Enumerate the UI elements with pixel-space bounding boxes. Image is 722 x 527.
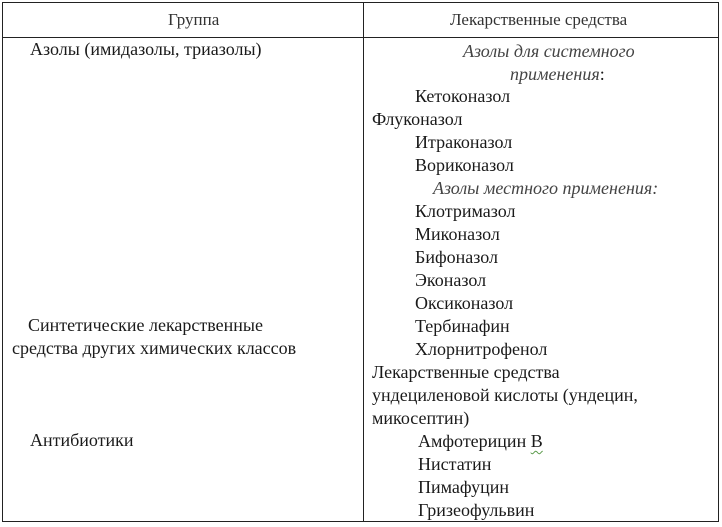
drug-fluconazole: Флуконазол (372, 109, 463, 129)
drug-terbinafine: Тербинафин (415, 316, 510, 336)
local-azoles-heading: Азолы местного применения: (433, 178, 659, 198)
group-antibiotics: Антибиотики (30, 430, 134, 450)
systemic-azoles-heading-line1: Азолы для системного (463, 41, 635, 61)
drug-bifonazole: Бифоназол (415, 247, 499, 267)
column-divider (363, 2, 364, 522)
header-group: Группа (168, 10, 220, 29)
drug-pimafucin: Пимафуцин (418, 477, 510, 497)
drug-undecylenic-line1: Лекарственные средства (372, 362, 560, 382)
amphotericin-name: Амфотерицин (418, 431, 531, 451)
drug-amphotericin-b (418, 430, 543, 453)
table-border-top (2, 2, 719, 3)
drug-voriconazole: Вориконазол (415, 155, 514, 175)
amphotericin-letter-spellcheck: В (530, 431, 543, 451)
drug-undecylenic-line2: ундециленовой кислоты (ундецин, (372, 385, 638, 405)
drug-clotrimazole: Клотримазол (415, 201, 516, 221)
drug-ketoconazole: Кетоконазол (415, 86, 511, 106)
drug-chlornitrophenol: Хлорнитрофенол (415, 339, 548, 359)
drug-oxiconazole: Оксиконазол (415, 293, 514, 313)
systemic-azoles-heading-line2 (510, 63, 605, 86)
drug-griseofulvin: Гризеофульвин (418, 500, 535, 520)
systemic-azoles-heading-colon: : (599, 64, 605, 84)
group-synthetic-line1: Синтетические лекарственные (28, 315, 263, 335)
drug-nystatin: Нистатин (418, 454, 492, 474)
table-border-bottom (2, 521, 719, 522)
table-border-right (718, 2, 719, 522)
drug-undecylenic-line3: микосептин) (372, 408, 470, 428)
group-azoles: Азолы (имидазолы, триазолы) (30, 39, 262, 59)
drug-miconazole: Миконазол (415, 224, 500, 244)
drug-econazole: Эконазол (415, 270, 487, 290)
header-drugs: Лекарственные средства (450, 10, 628, 29)
group-synthetic-line2: средства других химических классов (12, 338, 297, 358)
table-border-left (2, 2, 3, 522)
drug-itraconazole: Итраконазол (415, 132, 513, 152)
systemic-azoles-heading-word: применения (510, 64, 600, 84)
